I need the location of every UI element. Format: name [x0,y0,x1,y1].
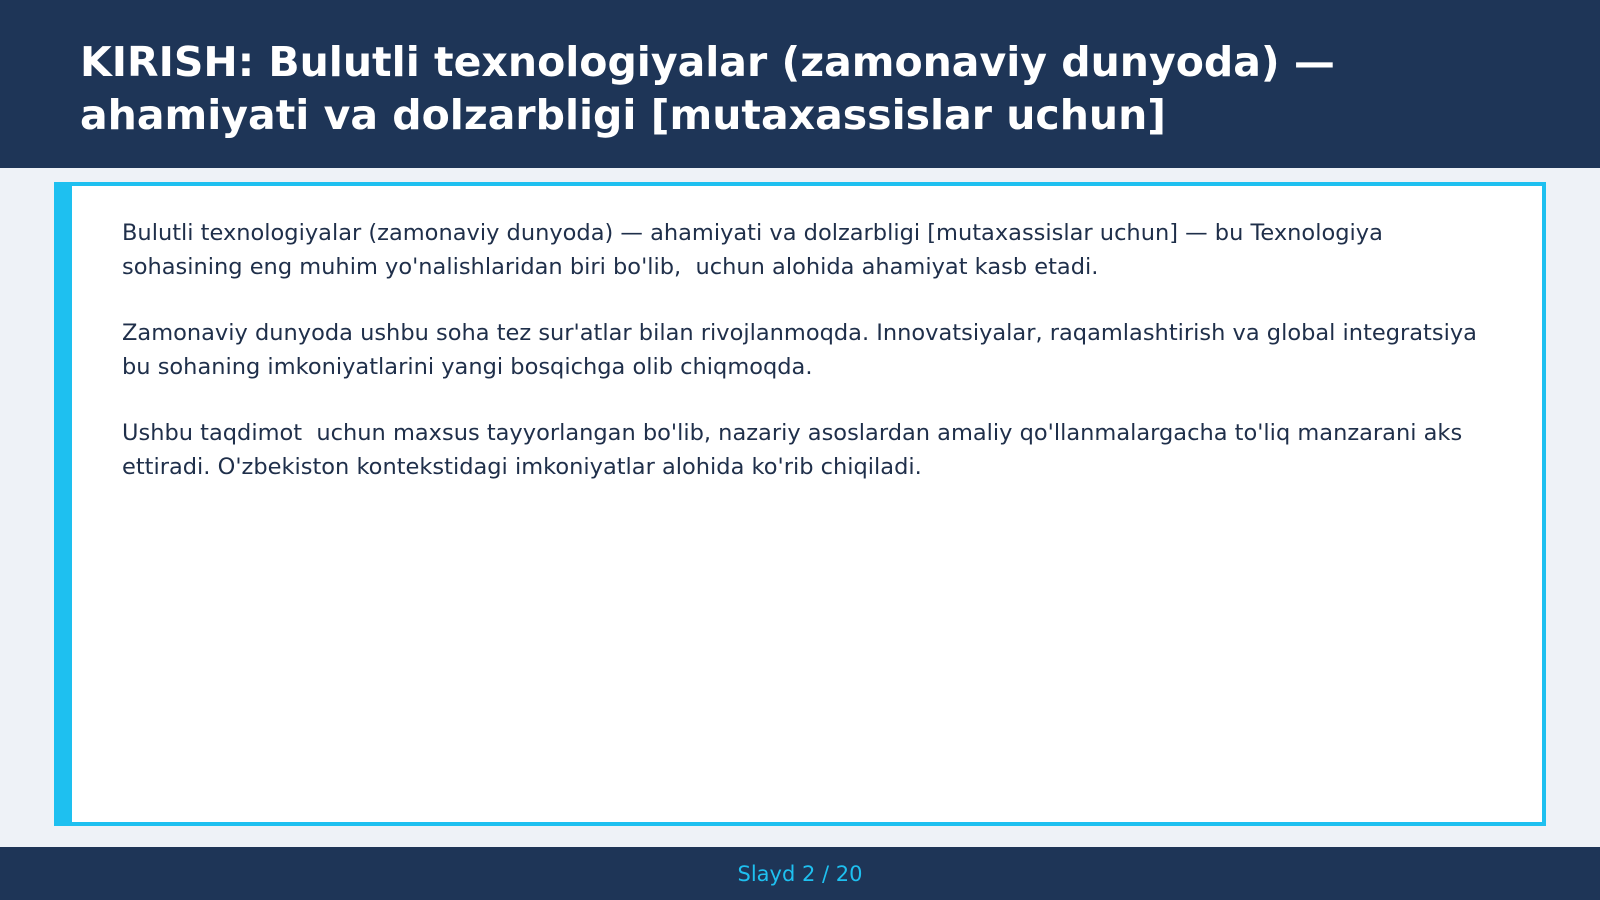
presentation-paragraph: Ushbu taqdimot uchun maxsus tayyorlangan bo'lib, nazariy asoslardan amaliy qo'llanmalargacha to'liq manzarani aks ettiradi. O'zbekiston kontekstidagi imkoniyatlar alohida ko'rib chiqiladi. [122,420,1470,480]
slide-number: Slayd 2 / 20 [737,862,863,886]
slide-header [0,0,1600,168]
slide-title: KIRISH: Bulutli texnologiyalar (zamonaviy dunyoda) — ahamiyati va dolzarbligi [mutaxassislar uchun] [80,38,1335,139]
content-card [54,182,1546,826]
slide-body [122,216,1494,516]
modern-world-paragraph: Zamonaviy dunyoda ushbu soha tez sur'atlar bilan rivojlanmoqda. Innovatsiyalar, raqamlashtirish va global integratsiya bu sohaning imkoniyatlarini yangi bosqichga olib chiqmoqda. [122,320,1485,380]
slide-footer [0,847,1600,900]
intro-paragraph: Bulutli texnologiyalar (zamonaviy dunyoda) — ahamiyati va dolzarbligi [mutaxassislar uchun] — bu Texnologiya sohasining eng muhim yo'nalishlaridan biri bo'lib, uchun alohida ahamiyat kasb etadi. [122,220,1391,280]
